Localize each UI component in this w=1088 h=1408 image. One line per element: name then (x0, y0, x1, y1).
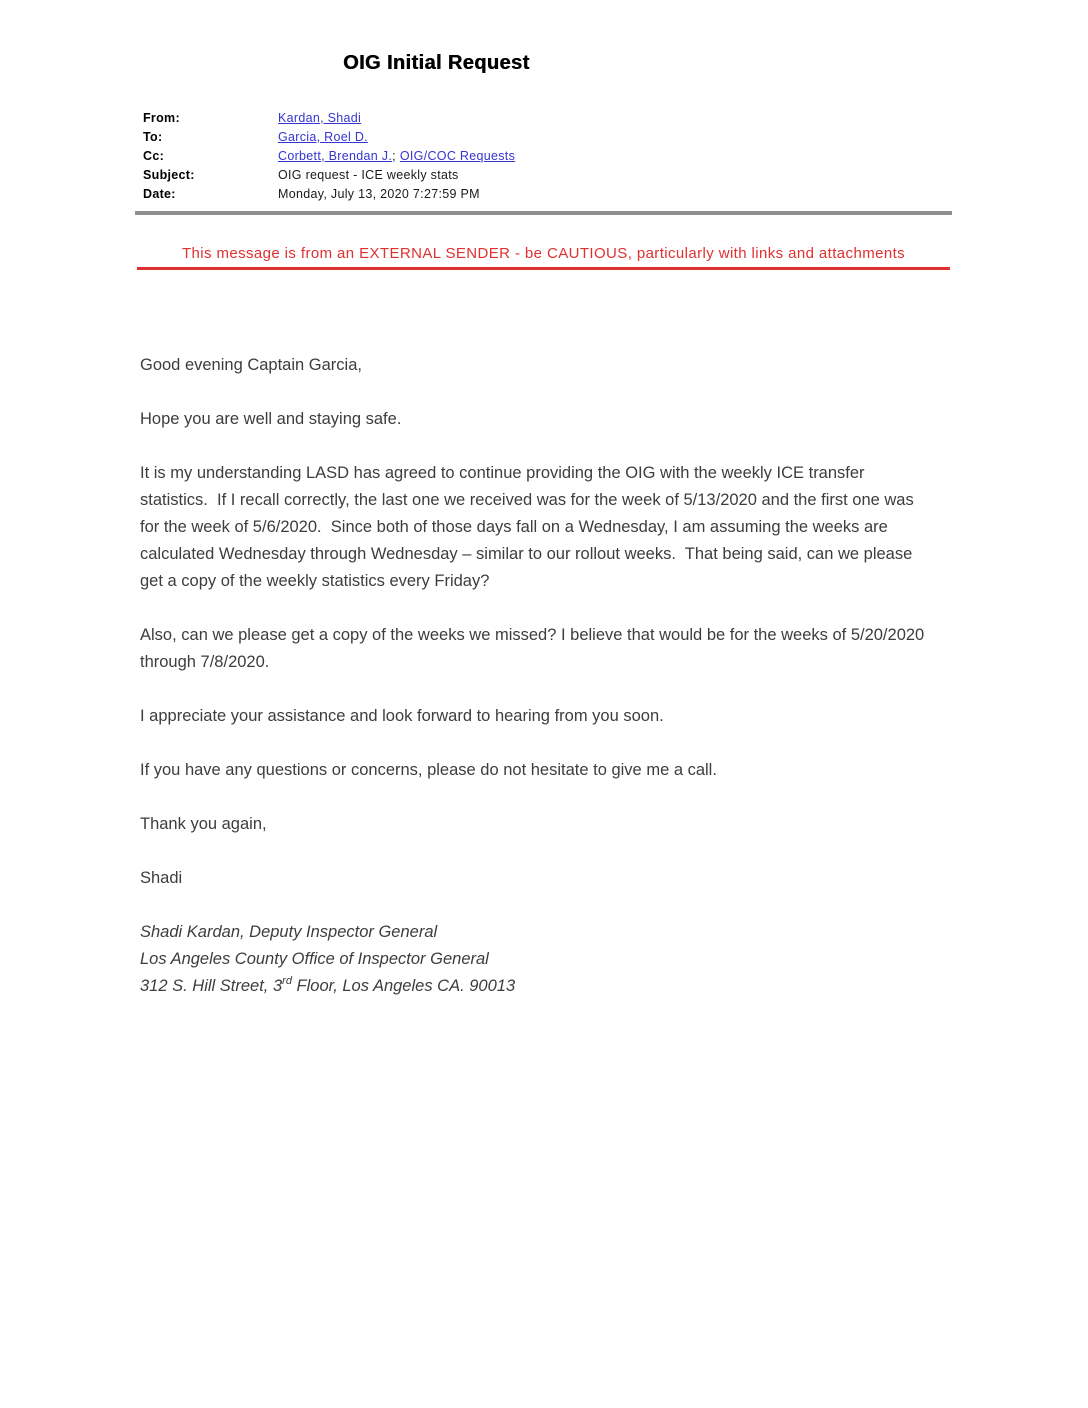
meta-row-cc (143, 147, 515, 166)
meta-row-date (143, 185, 515, 204)
address-prefix: 312 S. Hill Street, 3 (140, 977, 283, 995)
greeting-paragraph: Good evening Captain Garcia, (140, 356, 362, 374)
address-suffix: Floor, Los Angeles CA. 90013 (291, 977, 516, 995)
external-sender-warning (137, 246, 950, 270)
appreciation-paragraph: I appreciate your assistance and look forward to hearing from you soon. (140, 707, 664, 725)
date-label: Date: (143, 187, 176, 201)
wellwish-paragraph: Hope you are well and staying safe. (140, 410, 402, 428)
to-value (278, 128, 368, 147)
to-label: To: (143, 130, 163, 144)
email-meta-block (143, 109, 515, 204)
cc-link-2[interactable]: OIG/COC Requests (399, 149, 516, 163)
meta-row-subject (143, 166, 515, 185)
meta-row-to (143, 128, 515, 147)
thanks-paragraph: Thank you again, (140, 815, 267, 833)
cc-separator: ; (392, 149, 396, 163)
cc-value (278, 147, 515, 166)
meta-row-from (143, 109, 515, 128)
subject-value: OIG request - ICE weekly stats (278, 168, 459, 182)
header-divider (135, 211, 952, 215)
from-value (278, 109, 361, 128)
sender-name-paragraph: Shadi (140, 869, 183, 887)
email-body (140, 352, 935, 1000)
signature-address (140, 973, 935, 1000)
signature-name-title: Shadi Kardan, Deputy Inspector General (140, 923, 438, 941)
request-paragraph: It is my understanding LASD has agreed to continue providing the OIG with the weekly ICE transfer statistics. If I recall correctly, the last one we received was for the week of 5/13/2020 and the first one was for the week of 5/6/2020. Since both of those days fall on a Wednesday, I am assuming the weeks are calculated Wednesday through Wednesday – similar to our rollout weeks. That being said, can we please get a copy of the weekly statistics every Friday? (140, 464, 919, 590)
signature-organization: Los Angeles County Office of Inspector General (140, 950, 489, 968)
subject-label: Subject: (143, 168, 195, 182)
questions-paragraph: If you have any questions or concerns, please do not hesitate to give me a call. (140, 761, 717, 779)
to-link[interactable]: Garcia, Roel D. (278, 130, 368, 144)
date-value: Monday, July 13, 2020 7:27:59 PM (278, 187, 480, 201)
missed-weeks-paragraph: Also, can we please get a copy of the weeks we missed? I believe that would be for the weeks of 5/20/2020 through 7/8/2020. (140, 626, 929, 671)
ordinal-superscript: rd (282, 974, 292, 987)
cc-link-1[interactable]: Corbett, Brendan J. (278, 149, 393, 163)
from-link[interactable]: Kardan, Shadi (278, 111, 362, 125)
document-title: OIG Initial Request (343, 52, 530, 74)
from-label: From: (143, 111, 180, 125)
cc-label: Cc: (143, 149, 165, 163)
warning-text: This message is from an EXTERNAL SENDER - be CAUTIOUS, particularly with links and attachments (181, 245, 906, 262)
